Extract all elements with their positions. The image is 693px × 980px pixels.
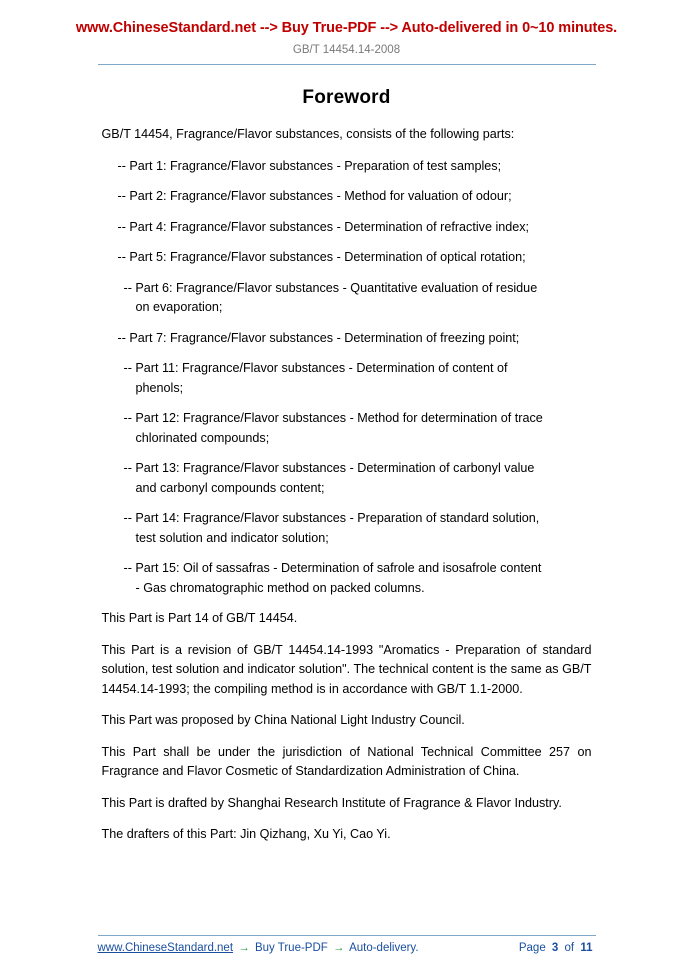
arrow-right-icon: → (238, 942, 250, 954)
page-indicator (519, 942, 596, 954)
list-item: -- Part 2: Fragrance/Flavor substances - Method for valuation of odour; (117, 189, 512, 204)
arrow-right-icon-2: → (333, 942, 345, 954)
list-item-line: chlorinated compounds; (135, 430, 270, 445)
list-item-line: phenols; (135, 380, 184, 395)
document-content (102, 109, 592, 845)
footer-links[interactable] (98, 942, 419, 954)
page-footer (0, 935, 693, 954)
paragraph-drafted-by: This Part is drafted by Shanghai Research Institute of Fragrance & Flavor Industry. (101, 795, 562, 810)
paragraph-jurisdiction: This Part shall be under the jurisdiction of National Technical Committee 257 on Fragrance and Flavor Cosmetic of Standardization Administration of China. (101, 744, 592, 779)
footer-site-link[interactable]: www.ChineseStandard.net (97, 942, 234, 954)
list-item: -- Part 5: Fragrance/Flavor substances - Determination of optical rotation; (117, 250, 526, 265)
list-item: -- Part 7: Fragrance/Flavor substances - Determination of freezing point; (117, 330, 520, 345)
list-item (102, 279, 592, 318)
list-item (102, 359, 592, 398)
page-total: 11 (580, 942, 593, 954)
header-divider (98, 64, 596, 65)
list-item: -- Part 1: Fragrance/Flavor substances - Preparation of test samples; (117, 158, 502, 173)
list-item-line: and carbonyl compounds content; (135, 480, 325, 495)
paragraph-revision: This Part is a revision of GB/T 14454.14-1993 "Aromatics - Preparation of standard solution, test solution and indicator solution". The technical content is the same as GB/T 14454.14-1993; the compiling method is in accordance with GB/T 1.1-2000. (101, 642, 592, 696)
of-label: of (564, 942, 575, 954)
list-item-line: on evaporation; (135, 300, 223, 315)
list-item-line: test solution and indicator solution; (135, 530, 329, 545)
list-item-line: -- Part 13: Fragrance/Flavor substances - Determination of carbonyl value (123, 461, 535, 476)
promo-banner: www.ChineseStandard.net --> Buy True-PDF --> Auto-delivered in 0~10 minutes. (75, 20, 618, 36)
list-item: -- Part 4: Fragrance/Flavor substances - Determination of refractive index; (117, 219, 530, 234)
list-item (102, 409, 592, 448)
list-item-line: -- Part 6: Fragrance/Flavor substances - Quantitative evaluation of residue (123, 280, 538, 295)
paragraph-drafters: The drafters of this Part: Jin Qizhang, Xu Yi, Cao Yi. (101, 827, 391, 842)
list-item-line: -- Part 15: Oil of sassafras - Determination of safrole and isosafrole content (123, 561, 542, 576)
intro-paragraph: GB/T 14454, Fragrance/Flavor substances, consists of the following parts: (101, 127, 515, 141)
page-label: Page (518, 942, 546, 954)
footer-row (98, 942, 596, 954)
list-item-line: -- Part 12: Fragrance/Flavor substances - Method for determination of trace (123, 411, 543, 426)
list-item (102, 559, 592, 598)
footer-delivery-text: Auto-delivery. (349, 942, 419, 954)
page-number: 3 (551, 942, 559, 954)
document-code: GB/T 14454.14-2008 (292, 44, 401, 56)
list-item (102, 459, 592, 498)
paragraph-part-number: This Part is Part 14 of GB/T 14454. (101, 611, 298, 626)
list-item-line: -- Part 14: Fragrance/Flavor substances - Preparation of standard solution, (123, 511, 540, 526)
list-item-line: -- Part 11: Fragrance/Flavor substances - Determination of content of (123, 361, 508, 376)
page-title: Foreword (302, 87, 391, 108)
list-item-line: - Gas chromatographic method on packed columns. (135, 580, 425, 595)
footer-buy-link[interactable]: Buy True-PDF (254, 942, 328, 954)
list-item (102, 509, 592, 548)
footer-divider (98, 935, 596, 936)
paragraph-proposed-by: This Part was proposed by China National Light Industry Council. (101, 713, 465, 728)
